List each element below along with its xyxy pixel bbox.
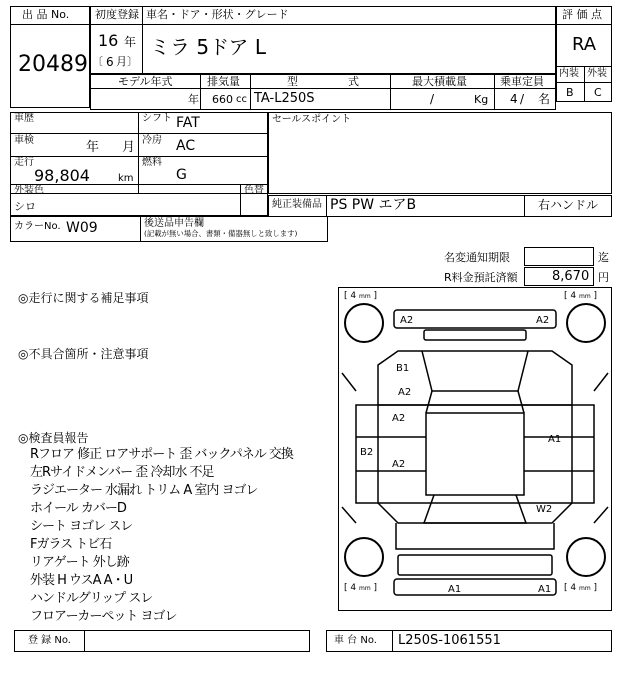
equipment-label: 純正装備品 <box>272 199 322 210</box>
report-line: ハンドルグリップ スレ <box>30 591 153 606</box>
type-label-1: 型 <box>287 75 298 88</box>
exterior-score: C <box>594 86 602 99</box>
reg-year-unit: 年 <box>124 35 137 49</box>
equipment-value: PS PW エアB <box>330 197 417 213</box>
report-line: シート ヨゴレ スレ <box>30 519 133 534</box>
ac-value: AC <box>176 138 196 154</box>
name-label: 車名・ドア・形状・グレード <box>146 8 289 21</box>
divider <box>200 74 201 110</box>
interior-label: 内装 <box>559 68 579 79</box>
divider <box>390 74 391 110</box>
car-damage-diagram <box>338 287 612 611</box>
divider <box>142 6 143 74</box>
mark-hood-a2: A2 <box>398 387 412 398</box>
max-load-value: / <box>430 92 435 106</box>
divider <box>524 195 525 217</box>
lot-label: 出 品 No. <box>22 8 70 21</box>
recycle-unit: 円 <box>598 271 609 284</box>
fuel-label: 燃料 <box>142 157 162 168</box>
mileage-value: 98,804 <box>34 166 90 185</box>
reg-month-open: 〔 <box>92 55 103 68</box>
model-year-label: モデル年式 <box>118 75 173 88</box>
divider <box>90 88 556 89</box>
mark-left-rear-door: A2 <box>392 459 406 470</box>
capacity-value: 4 <box>510 92 518 106</box>
report-line: Rフロア 修正 ロアサポート 歪 バックパネル 交換 <box>30 447 293 462</box>
mark-hood-b1: B1 <box>396 363 410 374</box>
mileage-unit: km <box>118 173 134 184</box>
reg-no-label: 登 録 No. <box>28 635 71 646</box>
mark-front-bumper-left: A2 <box>400 315 414 326</box>
exterior-label: 外装 <box>587 68 607 79</box>
divider <box>10 24 90 25</box>
divider <box>90 24 556 25</box>
report-line: 外装 H ウスA A・U <box>30 573 133 588</box>
mark-rear-bumper-right: A1 <box>538 584 552 595</box>
mark-front-bumper-right: A2 <box>536 315 550 326</box>
docs-note: (記載が無い場合、書類・備器無しと致します) <box>144 230 298 239</box>
tire-depth-label-rr: [ 4 mm ] <box>564 583 598 593</box>
divider <box>584 66 585 102</box>
tire-depth-label-rl: [ 4 mm ] <box>344 583 378 593</box>
chassis-no-value: L250S-1061551 <box>398 633 501 648</box>
model-year-unit: 年 <box>188 93 199 106</box>
tire-depth-label-fl: [ 4 mm ] <box>344 291 378 301</box>
car-name: ミラ 5ドア L <box>150 35 266 59</box>
name-change-label: 名変通知期限 <box>444 251 510 264</box>
reg-month-close: 月〕 <box>116 55 138 68</box>
report-line: ラジエーター 水漏れ トリム A 室内 ヨゴレ <box>30 483 258 498</box>
shift-value: FAT <box>176 115 200 131</box>
capacity-label: 乗車定員 <box>500 75 544 88</box>
report-line: Fガラス トビ石 <box>30 537 112 552</box>
inspection-month-unit: 月 <box>122 140 136 155</box>
shift-label: シフト <box>142 113 172 124</box>
tire-depth-label-fr: [ 4 mm ] <box>564 291 598 301</box>
color-no-label: カラーNo. <box>14 221 61 232</box>
history-label: 車歴 <box>14 113 34 124</box>
report-line: ホイール カバーD <box>30 501 126 516</box>
capacity-unit: 名 <box>538 92 551 106</box>
mark-right-rear: W2 <box>536 504 553 515</box>
displacement-label: 排気量 <box>207 75 240 88</box>
capacity-sep: / <box>520 92 525 106</box>
defect-notes-title: ◎不具合箇所・注意事項 <box>18 347 149 361</box>
name-change-box <box>524 247 594 266</box>
divider <box>392 630 393 652</box>
interior-score: B <box>566 86 574 99</box>
diagram-frame <box>339 288 612 611</box>
steering-value: 右ハンドル <box>538 198 599 212</box>
inspection-year-unit: 年 <box>86 140 100 155</box>
divider <box>140 216 141 242</box>
divider <box>10 133 268 134</box>
mark-left-front-door: A2 <box>392 413 406 424</box>
ext-color-box <box>10 184 268 216</box>
divider <box>138 112 139 194</box>
divider <box>250 74 251 110</box>
lot-number: 20489 <box>18 52 88 77</box>
inspector-report-title: ◎検査員報告 <box>18 431 89 445</box>
first-reg-label: 初度登録 <box>95 8 139 21</box>
max-load-unit: Kg <box>474 93 489 106</box>
fuel-value: G <box>176 167 187 183</box>
docs-label: 後送品申告欄 <box>144 218 204 229</box>
color-no-value: W09 <box>66 220 98 236</box>
ext-color-label: 外装色 <box>14 185 44 196</box>
divider <box>556 24 612 25</box>
mark-right-side: A1 <box>548 434 562 445</box>
report-line: リアゲート 外し跡 <box>30 555 129 570</box>
ac-label: 冷房 <box>142 135 162 146</box>
score-value: RA <box>572 34 597 55</box>
color-change-label: 色替 <box>244 185 264 196</box>
ext-color-value: シロ <box>14 200 36 213</box>
driving-notes-title: ◎走行に関する補足事項 <box>18 291 149 305</box>
model-code: TA-L250S <box>254 91 315 106</box>
divider <box>326 195 327 217</box>
recycle-label: R料金預託済額 <box>444 271 518 284</box>
sales-point-label: セールスポイント <box>272 114 352 125</box>
divider <box>494 74 495 110</box>
mark-rear-bumper: A1 <box>448 584 462 595</box>
report-line: 左Rサイドメンバー 歪 冷却水 不足 <box>30 465 214 480</box>
report-line: フロアーカーペット ヨゴレ <box>30 609 177 624</box>
score-label: 評 価 点 <box>562 8 602 21</box>
reg-year: 16 <box>98 31 119 50</box>
displacement-value: 660 <box>212 93 233 106</box>
type-label-2: 式 <box>348 75 359 88</box>
inspection-label: 車検 <box>14 135 34 146</box>
divider <box>84 630 85 652</box>
recycle-amount: 8,670 <box>552 269 590 284</box>
mileage-label: 走行 <box>14 157 34 168</box>
displacement-unit: cc <box>236 94 247 105</box>
max-load-label: 最大積載量 <box>412 75 467 88</box>
name-change-unit: 迄 <box>598 251 609 264</box>
divider <box>10 156 268 157</box>
reg-month: 6 <box>106 55 114 69</box>
chassis-label: 車 台 No. <box>334 635 377 646</box>
divider <box>240 184 241 216</box>
mark-left-rear-quarter: B2 <box>360 447 374 458</box>
